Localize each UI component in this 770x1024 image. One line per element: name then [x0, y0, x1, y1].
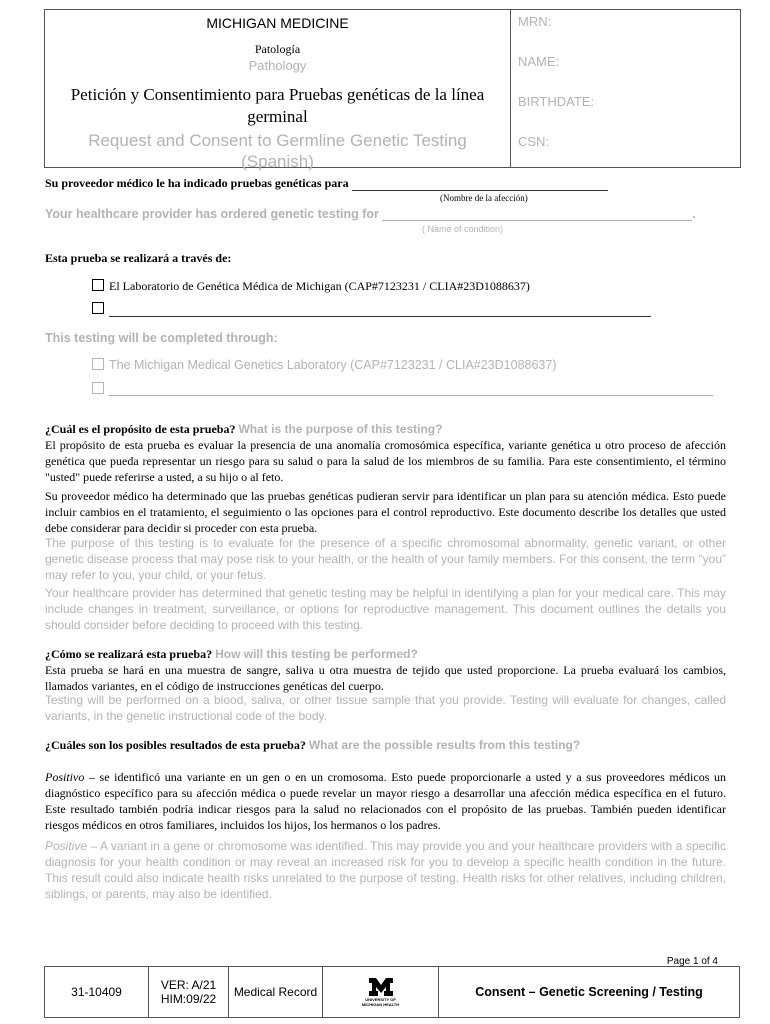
results-heading	[45, 738, 726, 753]
how-heading	[45, 647, 726, 662]
ordered-for-english-label: Your healthcare provider has ordered genetic testing for	[45, 207, 379, 221]
through-heading-spanish: Esta prueba se realizará a través de:	[45, 251, 232, 265]
mrn-field[interactable]: MRN:	[518, 14, 552, 29]
um-logo	[323, 967, 439, 1017]
form-title-english: Request and Consent to Germline Genetic Testing (Spanish)	[88, 131, 467, 171]
positive-term-english: Positive	[45, 839, 88, 853]
other-checkbox-english[interactable]	[92, 382, 104, 394]
how-paragraph-english: Testing will be performed on a blood, saliva, or other tissue sample that you provide. Testing will evaluate for changes, called variants, in the genetic instructional code of the body.	[45, 693, 726, 723]
department-spanish: Patología	[254, 42, 301, 56]
purpose-heading-spanish: ¿Cuál es el propósito de esta prueba?	[45, 422, 236, 436]
condition-caption-spanish: (Nombre de la afección)	[440, 193, 528, 203]
page-number: Page 1 of 4	[666, 956, 718, 967]
purpose-heading	[45, 422, 726, 437]
birthdate-field[interactable]: BIRTHDATE:	[518, 94, 595, 109]
lab-checkbox-spanish[interactable]	[92, 279, 104, 291]
name-field[interactable]: NAME:	[518, 54, 560, 69]
header-title-block	[45, 10, 511, 171]
csn-field[interactable]: CSN:	[518, 134, 550, 149]
um-logo-text: UNIVERSITY OF MICHIGAN HEALTH	[361, 996, 400, 1007]
ordered-for-spanish-label: Su proveedor médico le ha indicado pruebas genéticas para	[45, 176, 349, 190]
version-cell	[149, 967, 229, 1017]
how-paragraph-spanish: Esta prueba se hará en una muestra de sangre, saliva u otra muestra de tejido que usted proporcione. La prueba evaluará los cambios, llamados variantes, en el código de instrucciones genéticas del cuerpo.	[45, 663, 726, 693]
institution-name: MICHIGAN MEDICINE	[206, 15, 349, 31]
positive-paragraph-english	[45, 838, 726, 902]
results-heading-english: What are the possible results from this testing?	[308, 738, 581, 752]
form-number: 31-10409	[45, 967, 149, 1017]
lab-checkbox-english[interactable]	[92, 358, 104, 370]
lab-option-english-label: The Michigan Medical Genetics Laboratory (CAP#7123231 / CLIA#23D1088637)	[109, 358, 557, 372]
positive-paragraph-spanish	[45, 769, 726, 833]
how-heading-english: How will this testing be performed?	[215, 647, 418, 661]
him-label: HIM:09/22	[160, 992, 217, 1006]
other-checkbox-spanish[interactable]	[92, 302, 104, 314]
patient-info-block	[511, 10, 740, 167]
positive-term-spanish: Positivo	[45, 770, 85, 784]
results-heading-spanish: ¿Cuáles son los posibles resultados de esta prueba?	[45, 738, 306, 752]
block-m-icon	[368, 978, 394, 996]
version-label: VER: A/21	[160, 978, 217, 992]
purpose-heading-english: What is the purpose of this testing?	[238, 422, 443, 436]
department-english: Pathology	[248, 58, 307, 73]
other-lab-blank-english[interactable]	[109, 383, 713, 396]
footer-table	[44, 966, 740, 1018]
form-footer-title: Consent – Genetic Screening / Testing	[475, 985, 703, 999]
purpose-paragraph-1-spanish: El propósito de esta prueba es evaluar la presencia de una anomalía cromosómica específica, variante genética u otro proceso de afección genética que pueda representar un riesgo para su salud o para la salud de los miembros de su familia. Para este consentimiento, el término "usted" puede referirse a usted, a su hijo o al feto.	[45, 438, 726, 484]
form-title-spanish: Petición y Consentimiento para Pruebas genéticas de la línea germinal	[70, 85, 485, 126]
other-option-english	[92, 382, 713, 396]
purpose-paragraph-2-english: Your healthcare provider has determined that genetic testing may be helpful in identifying a plan for your medical care. This may include changes in treatment, surveillance, or options for reproductive management. This document outlines the details you should consider before deciding to proceed with this testing.	[45, 586, 726, 632]
purpose-paragraph-1-english: The purpose of this testing is to evaluate for the presence of a specific chromosomal abnormality, genetic variant, or other genetic disease process that may pose risk to your health, or the health of your family members. For this consent, the term “you” may refer to you, your child, or your fetus.	[45, 536, 726, 582]
ordered-for-spanish	[45, 176, 608, 191]
ordered-for-english	[45, 207, 696, 221]
record-type: Medical Record	[229, 967, 323, 1017]
other-option-spanish	[92, 302, 651, 317]
positive-text-spanish: – se identificó una variante en un gen o en un cromosoma. Esto puede proporcionarle a usted y a sus proveedores médicos un diagnóstico específico para su afección médica o puede revelar un mayor riesgo a desarrollar una afección médica específica en el futuro. Este resultado también podría indicar riesgos para la salud no relacionados con el propósito de las pruebas. También pueden identificar riesgos médicos en otros familiares, incluidos los hijos, los hermanos o los padres.	[45, 770, 726, 832]
lab-option-english	[92, 358, 557, 372]
positive-text-english: – A variant in a gene or chromosome was identified. This may provide you and your healthcare providers with a specific diagnosis for your health condition or may reveal an increased risk for you to develop a specific health condition in the future. This result could also indicate health risks unrelated to the purpose of testing. Health risks for other relatives, including children, siblings, or parents, may also be identified.	[45, 839, 726, 901]
through-heading-english: This testing will be completed through:	[45, 331, 278, 345]
condition-blank-spanish[interactable]	[352, 179, 608, 191]
header-box	[44, 9, 741, 171]
lab-option-spanish	[92, 279, 530, 294]
condition-blank-english[interactable]	[382, 208, 692, 221]
ordered-for-english-period: .	[692, 207, 696, 221]
lab-option-spanish-label: El Laboratorio de Genética Médica de Michigan (CAP#7123231 / CLIA#23D1088637)	[109, 279, 530, 293]
how-heading-spanish: ¿Cómo se realizará esta prueba?	[45, 647, 213, 661]
condition-caption-english: ( Name of condition)	[422, 224, 504, 234]
purpose-paragraph-2-spanish: Su proveedor médico ha determinado que las pruebas genéticas pudieran servir para identificar un plan para su atención médica. Esto puede incluir cambios en el tratamiento, el seguimiento o las opciones para el control reproductivo. Este documento describe los detalles que usted debe considerar para decidir si proceder con esta prueba.	[45, 489, 726, 535]
other-lab-blank-spanish[interactable]	[109, 305, 651, 317]
